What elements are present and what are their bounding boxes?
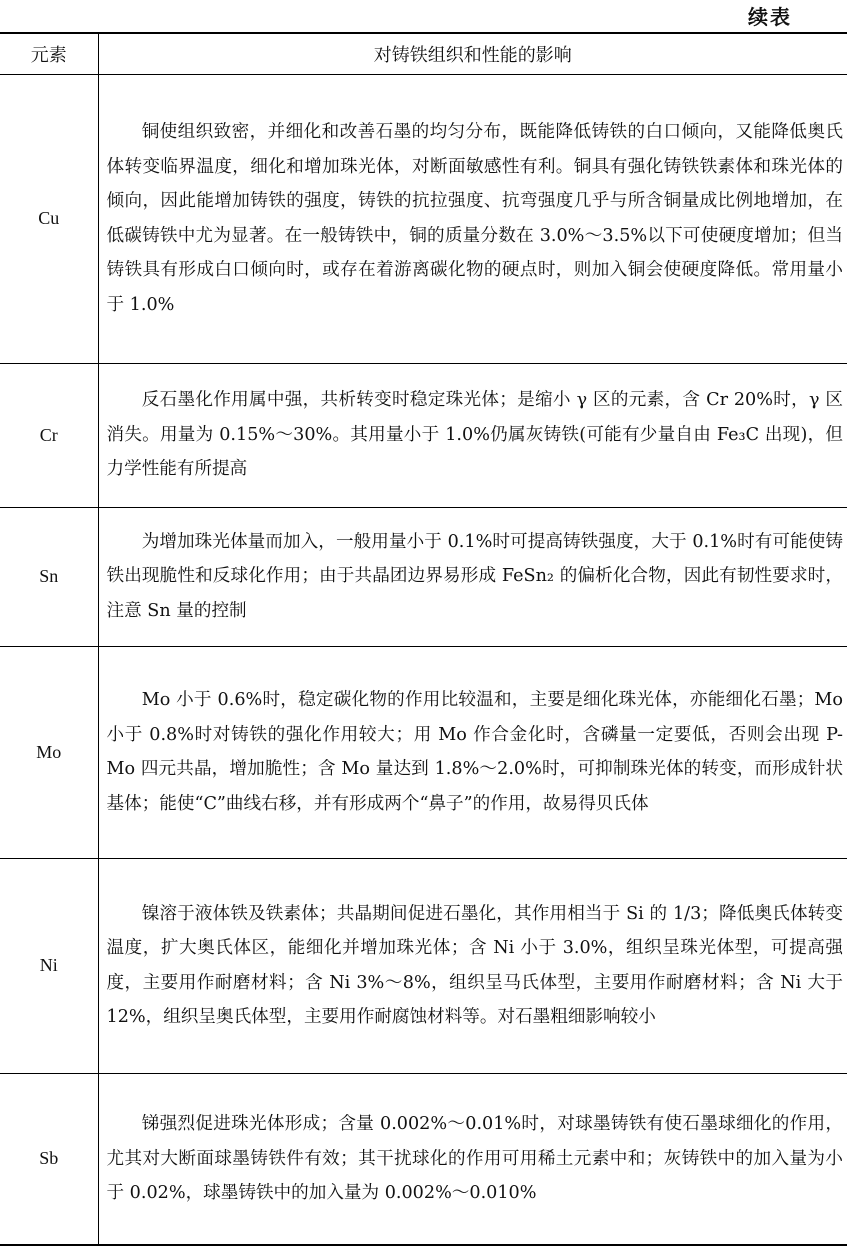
element-cell: Ni (0, 858, 98, 1073)
table-caption: 续表 (748, 5, 792, 29)
table-row (0, 858, 847, 1073)
effect-cell (98, 74, 847, 363)
table-row (0, 1073, 847, 1245)
effect-cell (98, 858, 847, 1073)
alloy-effects-table (0, 32, 847, 1246)
element-cell: Cu (0, 74, 98, 363)
header-effect: 对铸铁组织和性能的影响 (98, 33, 847, 74)
table-row (0, 507, 847, 646)
effect-text: 锑强烈促进珠光体形成；含量 0.002%～0.01%时，对球墨铸铁有使石墨球细化的作用，尤其对大断面球墨铸铁件有效；其干扰球化的作用可用稀土元素中和；灰铸铁中的加入量为小于 0.02%，球墨铸铁中的加入量为 0.002%～0.010% (106, 1114, 843, 1203)
effect-cell (98, 363, 847, 507)
table-row (0, 646, 847, 858)
effect-text: 反石墨化作用属中强，共析转变时稳定珠光体；是缩小 γ 区的元素，含 Cr 20%时，γ 区消失。用量为 0.15%～30%。其用量小于 1.0%仍属灰铸铁(可能有少量自由 Fe₃C 出现)，但力学性能有所提高 (106, 390, 843, 480)
effect-cell (98, 646, 847, 858)
effect-cell (98, 1073, 847, 1245)
element-cell: Cr (0, 363, 98, 507)
element-cell: Mo (0, 646, 98, 858)
table-header-row (0, 33, 847, 74)
effect-cell (98, 507, 847, 646)
element-cell: Sn (0, 507, 98, 646)
header-element: 元素 (0, 33, 98, 74)
table-row (0, 74, 847, 363)
element-cell: Sb (0, 1073, 98, 1245)
effect-text: Mo 小于 0.6%时，稳定碳化物的作用比较温和，主要是细化珠光体，亦能细化石墨；Mo 小于 0.8%时对铸铁的强化作用较大；用 Mo 作合金化时，含磷量一定要低，否则会出现 P-Mo 四元共晶，增加脆性；含 Mo 量达到 1.8%～2.0%时，可抑制珠光体的转变，而形成针状基体；能使“C”曲线右移，并有形成两个“鼻子”的作用，故易得贝氏体 (106, 690, 843, 814)
effect-text: 镍溶于液体铁及铁素体；共晶期间促进石墨化，其作用相当于 Si 的 1/3；降低奥氏体转变温度，扩大奥氏体区，能细化并增加珠光体；含 Ni 小于 3.0%，组织呈珠光体型，可提高强度，主要用作耐磨材料；含 Ni 3%～8%，组织呈马氏体型，主要用作耐磨材料；含 Ni 大于 12%，组织呈奥氏体型，主要用作耐腐蚀材料等。对石墨粗细影响较小 (106, 903, 843, 1027)
table-row (0, 363, 847, 507)
effect-text: 铜使组织致密，并细化和改善石墨的均匀分布，既能降低铸铁的白口倾向，又能降低奥氏体转变临界温度，细化和增加珠光体，对断面敏感性有利。铜具有强化铸铁铁素体和珠光体的倾向，因此能增加铸铁的强度，铸铁的抗拉强度、抗弯强度几乎与所含铜量成比例地增加，在低碳铸铁中尤为显著。在一般铸铁中，铜的质量分数在 3.0%～3.5%以下可使硬度增加；但当铸铁具有形成白口倾向时，或存在着游离碳化物的硬点时，则加入铜会使硬度降低。常用量小于 1.0% (106, 122, 843, 315)
effect-text: 为增加珠光体量而加入，一般用量小于 0.1%时可提高铸铁强度，大于 0.1%时有可能使铸铁出现脆性和反球化作用；由于共晶团边界易形成 FeSn₂ 的偏析化合物，因此有韧性要求时，注意 Sn 量的控制 (106, 531, 843, 621)
